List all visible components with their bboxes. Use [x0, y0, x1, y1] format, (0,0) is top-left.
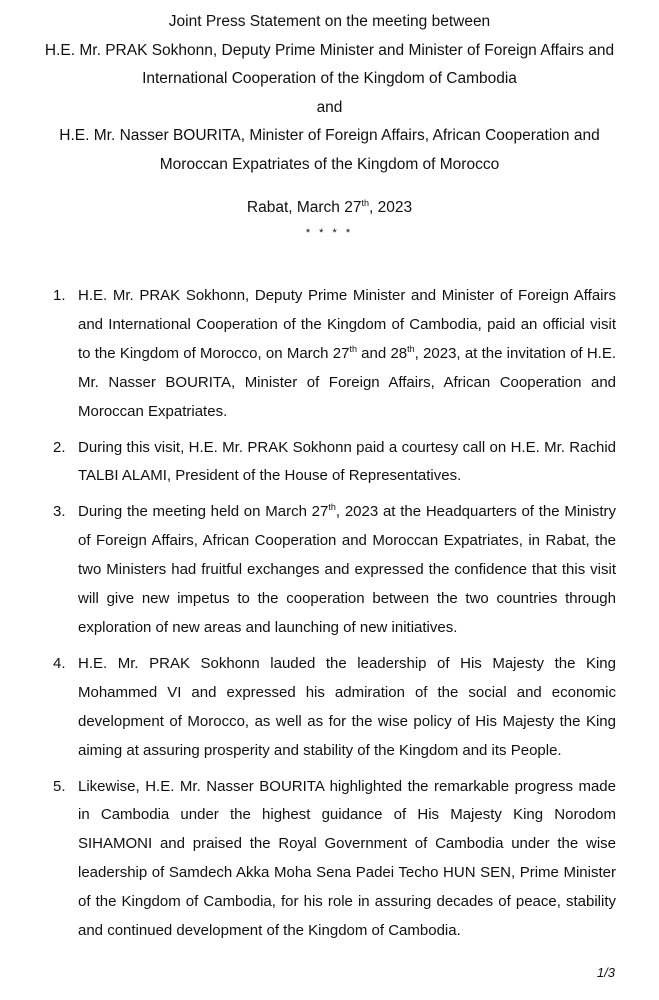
ordinal-suffix: th	[328, 502, 336, 513]
paragraph-text: During the meeting held on March 27	[78, 503, 329, 521]
dateline-prefix: Rabat, March 27	[246, 199, 362, 216]
paragraph-number: 4.	[53, 654, 66, 672]
statement-heading	[0, 8, 659, 179]
paragraph-text: Likewise, H.E. Mr. Nasser BOURITA highlighted the remarkable progress made in Cambodia under the highest guidance of His Majesty King Norodom SIHAMONI and praised the Royal Government of Cambodia under the wise leadership of Samdech Akka Moha Sena Padei Techo HUN SEN, Prime Minister of the Kingdom of Cambodia, for his role in assuring decades of peace, stability and continued development of the Kingdom of Cambodia.	[78, 777, 616, 940]
paragraph-text: H.E. Mr. PRAK Sokhonn lauded the leadership of His Majesty the King Mohammed VI and expressed his admiration of the social and economic development of Morocco, as well as for the wise policy of His Majesty the King aiming at assuring prosperity and stability of the Kingdom and its People.	[78, 654, 616, 759]
paragraph-text: , 2023, at the invitation of H.E. Mr. Nasser BOURITA, Minister of Foreign Affairs, African Cooperation and Moroccan Expatriates.	[78, 344, 616, 420]
dateline-suffix: , 2023	[369, 199, 413, 216]
paragraph-text: H.E. Mr. PRAK Sokhonn, Deputy Prime Minister and Minister of Foreign Affairs and International Cooperation of the Kingdom of Cambodia, paid an official visit to the Kingdom of Morocco, on March 27	[78, 287, 616, 362]
page-number: 1/3	[596, 965, 615, 980]
paragraph-number: 1.	[53, 287, 66, 304]
heading-party-morocco-line-1: H.E. Mr. Nasser BOURITA, Minister of Foreign Affairs, African Cooperation and	[59, 127, 600, 144]
paragraph-text: During this visit, H.E. Mr. PRAK Sokhonn paid a courtesy call on H.E. Mr. Rachid TALBI ALAMI, President of the House of Representatives.	[78, 438, 616, 485]
ordinal-suffix: th	[349, 343, 357, 354]
ordinal-suffix: th	[407, 343, 415, 354]
paragraph-number: 2.	[53, 438, 66, 456]
heading-party-cambodia-line-1: H.E. Mr. PRAK Sokhonn, Deputy Prime Minister and Minister of Foreign Affairs and	[44, 41, 615, 59]
paragraph-3	[0, 498, 659, 643]
paragraph-4	[0, 650, 659, 766]
section-separator: * * * *	[305, 227, 354, 239]
heading-party-morocco-line-2: Moroccan Expatriates of the Kingdom of Morocco	[159, 155, 500, 173]
heading-title: Joint Press Statement on the meeting between	[168, 13, 491, 30]
paragraph-5	[0, 773, 659, 946]
paragraph-2	[0, 434, 659, 492]
heading-party-cambodia-line-2: International Cooperation of the Kingdom of Cambodia	[142, 70, 517, 87]
paragraph-text: and 28	[356, 344, 408, 362]
heading-conjunction: and	[316, 98, 343, 116]
statement-paragraphs	[0, 282, 659, 953]
paragraph-number: 3.	[53, 503, 66, 521]
dateline-ordinal: th	[361, 197, 369, 208]
paragraph-number: 5.	[53, 777, 66, 795]
dateline	[0, 197, 659, 219]
paragraph-text: , 2023 at the Headquarters of the Ministry of Foreign Affairs, African Cooperation and Moroccan Expatriates, in Rabat, the two Ministers had fruitful exchanges and expressed the confidence that this visit will give new impetus to the cooperation between the two countries through exploration of new areas and launching of new initiatives.	[78, 503, 617, 636]
paragraph-1	[0, 282, 659, 427]
